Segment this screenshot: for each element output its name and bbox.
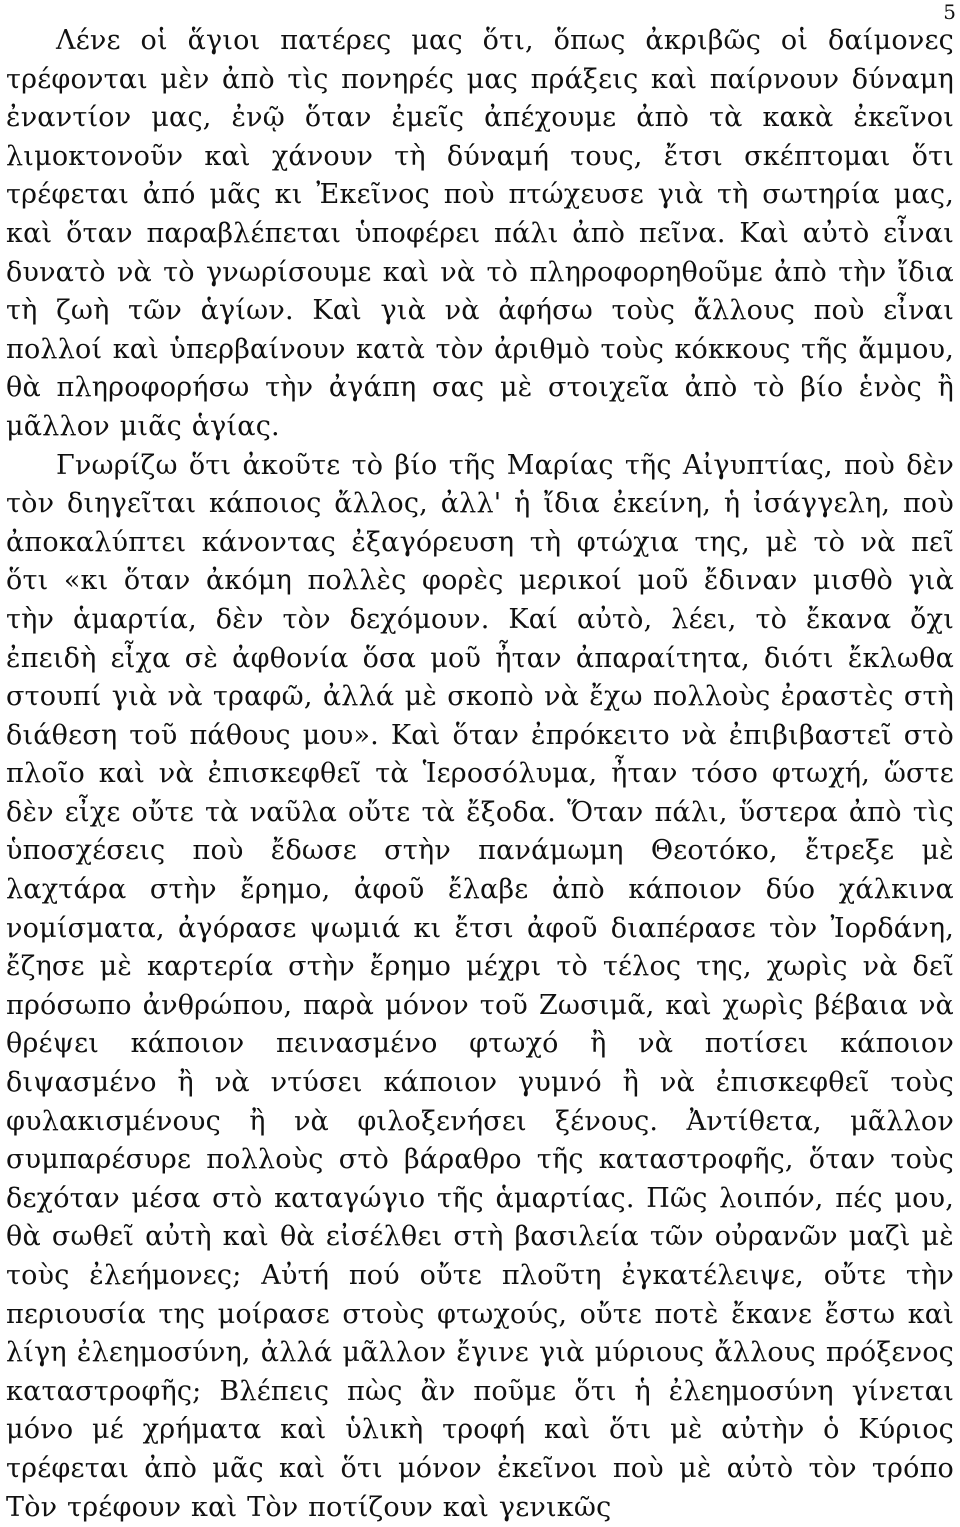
page-number: 5 (943, 0, 956, 24)
paragraph-1: Λένε οἱ ἅγιοι πατέρες μας ὅτι, ὅπως ἀκριβῶς οἱ δαίμονες τρέφονται μὲν ἀπὸ τὶς πονηρές μας πράξεις καὶ παίρνουν δύναμη ἐναντίον μας, ἐνῷ ὅταν ἐμεῖς ἀπέχουμε ἀπὸ τὰ κακὰ ἐκεῖνοι λιμοκτονοῦν καὶ χάνουν τὴ δύναμή τους, ἔτσι σκέπτομαι ὅτι τρέφεται ἀπό μᾶς κι Ἐκεῖνος ποὺ πτώχευσε γιὰ τὴ σωτηρία μας, καὶ ὅταν παραβλέπεται ὑποφέρει πάλι ἀπὸ πεῖνα. Καὶ αὐτὸ εἶναι δυνατὸ νὰ τὸ γνωρίσουμε καὶ νὰ τὸ πληροφορηθοῦμε ἀπὸ τὴν ἴδια τὴ ζωὴ τῶν ἁγίων. Καὶ γιὰ νὰ ἀφήσω τοὺς ἄλλους ποὺ εἶναι πολλοί καὶ ὑπερβαίνουν κατὰ τὸν ἀριθμὸ τοὺς κόκκους τῆς ἄμμου, θὰ πληροφορήσω τὴν ἀγάπη σας μὲ στοιχεῖα ἀπὸ τὸ βίο ἑνὸς ἢ μᾶλλον μιᾶς ἁγίας. (6, 25, 954, 442)
paragraph-2: Γνωρίζω ὅτι ἀκοῦτε τὸ βίο τῆς Μαρίας τῆς Αἰγυπτίας, ποὺ δὲν τὸν διηγεῖται κάποιος ἄλλος, ἀλλ' ἡ ἴδια ἐκείνη, ἡ ἰσάγγελη, ποὺ ἀποκαλύπτει κάνοντας ἐξαγόρευση τὴ φτώχια της, μὲ τὸ νὰ πεῖ ὅτι «κι ὅταν ἀκόμη πολλὲς φορὲς μερικοί μοῦ ἔδιναν μισθὸ γιὰ τὴν ἁμαρτία, δὲν τὸν δεχόμουν. Καί αὐτὸ, λέει, τὸ ἔκανα ὄχι ἐπειδὴ εἶχα σὲ ἀφθονία ὅσα μοῦ ἦταν ἀπαραίτητα, διότι ἔκλωθα στουπί γιὰ νὰ τραφῶ, ἀλλά μὲ σκοπὸ νὰ ἔχω πολλοὺς ἐραστὲς στὴ διάθεση τοῦ πάθους μου». Καὶ ὅταν ἐπρόκειτο νὰ ἐπιβιβαστεῖ στὸ πλοῖο καὶ νὰ ἐπισκεφθεῖ τὰ Ἱεροσόλυμα, ἦταν τόσο φτωχή, ὥστε δὲν εἶχε οὔτε τὰ ναῦλα οὔτε τὰ ἔξοδα. Ὅταν πάλι, ὕστερα ἀπὸ τὶς ὑποσχέσεις ποὺ ἔδωσε στὴν πανάμωμη Θεοτόκο, ἔτρεξε μὲ λαχτάρα στὴν ἔρημο, ἀφοῦ ἔλαβε ἀπὸ κάποιον δύο χάλκινα νομίσματα, ἀγόρασε ψωμιά κι ἔτσι ἀφοῦ διαπέρασε τὸν Ἰορδάνη, ἔζησε μὲ καρτερία στὴν ἔρημο μέχρι τὸ τέλος της, χωρὶς νὰ δεῖ πρόσωπο ἀνθρώπου, παρὰ μόνον τοῦ Ζωσιμᾶ, καὶ χωρὶς βέβαια νὰ θρέψει κάποιον πεινασμένο φτωχό ἢ νὰ ποτίσει κάποιον διψασμένο ἢ νὰ ντύσει κάποιον γυμνό ἢ νὰ ἐπισκεφθεῖ τοὺς φυλακισμένους ἢ νὰ φιλοξενήσει ξένους. Ἀντίθετα, μᾶλλον συμπαρέσυρε πολλοὺς στὸ βάραθρο τῆς καταστροφῆς, ὅταν τοὺς δεχόταν μέσα στὸ καταγώγιο τῆς ἁμαρτίας. Πῶς λοιπόν, πές μου, θὰ σωθεῖ αὐτὴ καὶ θὰ εἰσέλθει στὴ βασιλεία τῶν οὐρανῶν μαζὶ μὲ τοὺς ἐλεήμονες; Αὐτή πού οὔτε πλοῦτη ἐγκατέλειψε, οὔτε τὴν περιουσία της μοίρασε στοὺς φτωχούς, οὔτε ποτὲ ἔκανε ἔστω καὶ λίγη ἐλεημοσύνη, ἀλλά μᾶλλον ἔγινε γιὰ μύριους ἄλλους πρόξενος καταστροφῆς; Βλέπεις πὼς ἂν ποῦμε ὅτι ἡ ἐλεημοσύνη γίνεται μόνο μέ χρήματα καὶ ὑλικὴ τροφή καὶ ὅτι μὲ αὐτὴν ὁ Κύριος τρέφεται ἀπὸ μᾶς καὶ ὅτι μόνον ἐκεῖνοι ποὺ μὲ αὐτὸ τὸν τρόπο Τὸν τρέφουν καὶ Τὸν ποτίζουν καὶ γενικῶς (6, 449, 954, 1523)
body-text (6, 22, 954, 1527)
